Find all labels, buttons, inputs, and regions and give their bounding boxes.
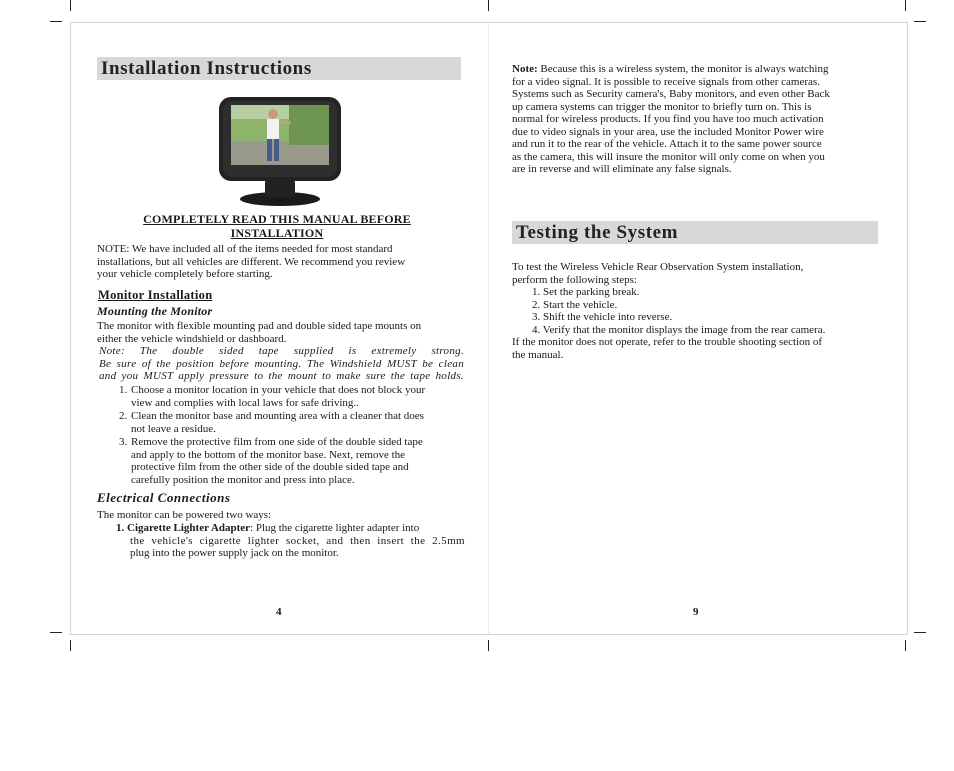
power-option-text: : Plug the cigarette lighter adapter into (250, 522, 420, 534)
step-line: protective film from the other side of the double sided tape and (131, 461, 409, 473)
crop-mark (905, 0, 906, 11)
step-line: Choose a monitor location in your vehicle that does not block your (131, 384, 426, 396)
power-option-number: 1. (116, 522, 125, 534)
mounting-steps (119, 384, 465, 486)
page-number: 9 (693, 606, 699, 618)
step-line: not leave a residue. (131, 422, 216, 435)
list-item: 3. Shift the vehicle into reverse. (532, 311, 673, 323)
step-line: and apply to the bottom of the monitor base. Next, remove the (131, 448, 406, 461)
note-line (512, 63, 878, 76)
wireless-note (512, 63, 878, 176)
note-line: up camera systems can trigger the monitor to briefly turn on. This is (512, 100, 812, 113)
step-line: carefully position the monitor and press into place. (131, 473, 355, 486)
note-line: are in reverse and will eliminate any false signals. (512, 163, 732, 175)
note-line: NOTE: We have included all of the items needed for most standard (97, 243, 393, 255)
mounting-monitor-heading: Mounting the Monitor (97, 304, 213, 318)
crop-mark (914, 21, 926, 22)
note-line: for a video signal. It is possible to receive signals from other cameras. (512, 75, 820, 88)
testing-system-title: Testing the System (512, 221, 878, 244)
electrical-intro: The monitor can be powered two ways: (97, 509, 272, 521)
list-item: 2. Start the vehicle. (532, 298, 618, 311)
read-manual-line: INSTALLATION (230, 226, 324, 240)
step-line: Remove the protective film from one side of the double sided tape (131, 436, 423, 448)
list-item: 4. Verify that the monitor displays the image from the rear camera. (532, 323, 826, 336)
list-item (119, 410, 465, 435)
power-option-line: the vehicle's cigarette lighter socket, and then insert the 2.5mm (130, 534, 465, 547)
step-text (119, 410, 465, 435)
crop-mark (50, 21, 62, 22)
caution-line: Be sure of the position before mounting. The Windshield MUST be clean (99, 357, 464, 370)
testing-intro-line: perform the following steps: (512, 273, 637, 286)
note-line: installations, but all vehicles are different. We recommend you review (97, 255, 406, 268)
read-manual-line: COMPLETELY READ THIS MANUAL BEFORE (143, 212, 411, 226)
mounting-paragraph (97, 320, 465, 345)
step-number: 3. (119, 436, 128, 448)
step-line: view and complies with local laws for safe driving.. (131, 396, 359, 409)
power-option-line: plug into the power supply jack on the monitor. (130, 547, 339, 559)
crop-mark (70, 0, 71, 11)
monitor-installation-heading: Monitor Installation (98, 288, 213, 302)
trouble-line: If the monitor does not operate, refer to the trouble shooting section of (512, 336, 823, 348)
list-item (119, 384, 465, 409)
crop-mark (70, 640, 71, 651)
testing-steps (532, 286, 878, 336)
note-line: your vehicle completely before starting. (97, 268, 273, 280)
step-line: Clean the monitor base and mounting area with a cleaner that does (131, 410, 424, 422)
list-item (119, 436, 465, 486)
tape-caution (99, 345, 464, 383)
crop-mark (50, 632, 62, 633)
installation-instructions-title: Installation Instructions (97, 57, 461, 80)
note-line: due to video signals in your area, use the included Monitor Power wire (512, 125, 824, 138)
electrical-connections-heading: Electrical Connections (97, 490, 231, 505)
monitor-photo (217, 95, 343, 207)
note-line: as the camera, this will insure the monitor will only come on when you (512, 150, 825, 163)
general-note (97, 243, 465, 281)
list-item: 1. Set the parking break. (532, 286, 640, 298)
step-number: 2. (119, 410, 128, 422)
crop-mark (488, 0, 489, 11)
caution-line: and you MUST apply pressure to the mount to make sure the tape holds. (99, 370, 464, 382)
note-line: Systems such as Security camera's, Baby monitors, and even other Back (512, 88, 830, 100)
power-option (116, 522, 465, 560)
step-text (119, 436, 465, 486)
mounting-line: either the vehicle windshield or dashboard. (97, 332, 287, 345)
note-text: Because this is a wireless system, the monitor is always watching (537, 63, 829, 75)
page-number: 4 (276, 606, 282, 618)
note-lead: Note: (512, 63, 538, 75)
note-line: and run it to the rear of the vehicle. Attach it to the same power source (512, 138, 822, 150)
step-text (119, 384, 465, 409)
power-option-lead: Cigarette Lighter Adapter (127, 522, 251, 534)
trouble-shooting-note (512, 336, 878, 361)
testing-intro (512, 261, 878, 286)
crop-mark (488, 640, 489, 651)
crop-mark (905, 640, 906, 651)
testing-intro-line: To test the Wireless Vehicle Rear Observation System installation, (512, 261, 804, 273)
fold-line (488, 22, 489, 633)
read-manual-warning (97, 212, 457, 240)
caution-line: Note: The double sided tape supplied is extremely strong. (99, 345, 464, 357)
trouble-line: the manual. (512, 348, 564, 361)
mounting-line: The monitor with flexible mounting pad and double sided tape mounts on (97, 320, 422, 332)
step-number: 1. (119, 384, 128, 396)
note-line: normal for wireless products. If you find you have too much activation (512, 113, 824, 125)
crop-mark (914, 632, 926, 633)
power-option-line (116, 522, 465, 535)
